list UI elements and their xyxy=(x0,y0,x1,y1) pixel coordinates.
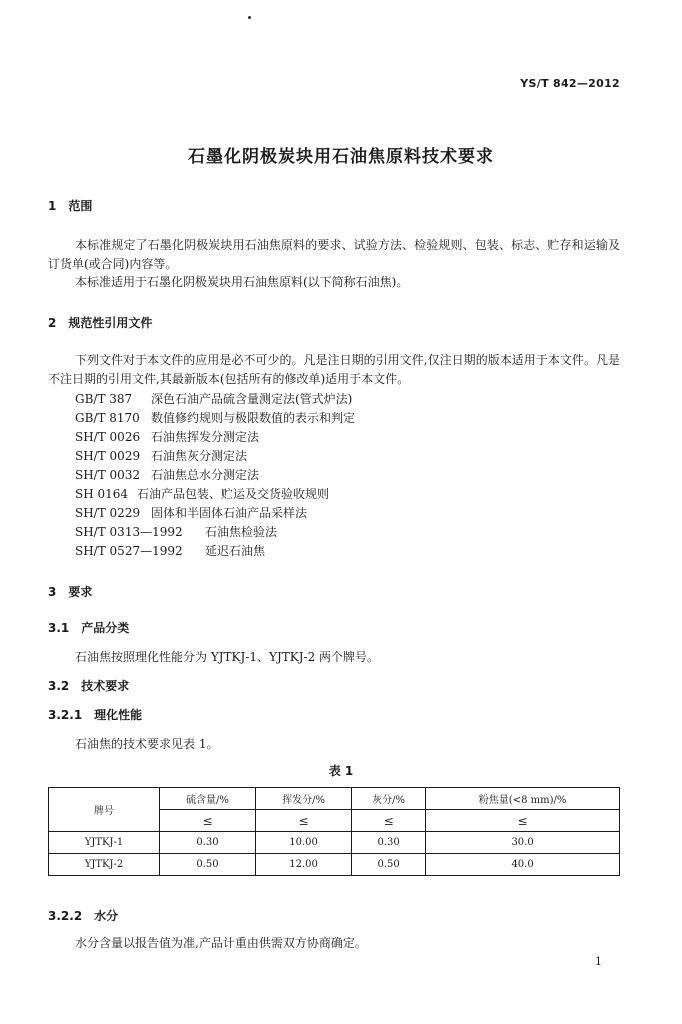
section-title: 要求 xyxy=(68,585,93,599)
reference-code: SH/T 0029 xyxy=(75,449,141,463)
scope-paragraph-1: 本标准规定了石墨化阴极炭块用石油焦原料的要求、试验方法、检验规则、包装、标志、贮存和运输及订货单(或合同)内容等。 xyxy=(48,238,620,271)
section-number: 2 xyxy=(48,316,57,330)
reference-title: 石油焦灰分测定法 xyxy=(151,449,248,463)
page-number: 1 xyxy=(595,955,602,968)
section-number: 3.2.2 xyxy=(48,909,83,923)
reference-title: 石油焦总水分测定法 xyxy=(151,468,260,482)
table-row xyxy=(49,832,620,854)
reference-code: SH/T 0527—1992 xyxy=(75,544,183,558)
reference-title: 石油产品包装、贮运及交货验收规则 xyxy=(137,487,330,501)
reference-title: 石油焦挥发分测定法 xyxy=(151,430,260,444)
value-cell: 30.0 xyxy=(426,832,620,854)
moisture-paragraph: 水分含量以报告值为准,产品计重由供需双方协商确定。 xyxy=(75,936,367,950)
reference-item xyxy=(75,390,352,407)
section-title: 理化性能 xyxy=(94,708,143,722)
value-cell: 12.00 xyxy=(256,854,352,876)
section-number: 3.2 xyxy=(48,679,70,693)
section-3-heading xyxy=(48,583,92,600)
reference-item xyxy=(75,504,307,521)
section-number: 1 xyxy=(48,199,57,213)
section-2-heading xyxy=(48,314,152,331)
value-cell: 0.50 xyxy=(352,854,426,876)
value-cell: 40.0 xyxy=(426,854,620,876)
value-cell: 0.30 xyxy=(160,832,256,854)
section-number: 3.1 xyxy=(48,621,70,635)
section-title: 水分 xyxy=(94,909,119,923)
brand-cell: YJTKJ-2 xyxy=(49,854,160,876)
reference-title: 延迟石油焦 xyxy=(205,544,266,558)
column-header: 挥发分/% xyxy=(256,788,352,810)
reference-item xyxy=(75,447,247,464)
table-row xyxy=(49,854,620,876)
value-cell: 0.50 xyxy=(160,854,256,876)
section-title: 技术要求 xyxy=(81,679,130,693)
reference-code: SH/T 0313—1992 xyxy=(75,525,183,539)
reference-code: SH/T 0026 xyxy=(75,430,141,444)
reference-item xyxy=(75,428,259,445)
limit-symbol: ≤ xyxy=(426,810,620,832)
section-title: 产品分类 xyxy=(81,621,130,635)
scope-paragraph-2: 本标准适用于石墨化阴极炭块用石油焦原料(以下简称石油焦)。 xyxy=(75,275,409,289)
normative-refs-paragraph: 下列文件对于本文件的应用是必不可少的。凡是注日期的引用文件,仅注日期的版本适用于本文件。凡是不注日期的引用文件,其最新版本(包括所有的修改单)适用于本文件。 xyxy=(48,353,620,386)
brand-cell: YJTKJ-1 xyxy=(49,832,160,854)
section-3-2-2-heading xyxy=(48,907,118,924)
reference-code: SH/T 0229 xyxy=(75,506,141,520)
limit-symbol: ≤ xyxy=(352,810,426,832)
reference-title: 石油焦检验法 xyxy=(205,525,278,539)
column-header: 硫含量/% xyxy=(160,788,256,810)
value-cell: 10.00 xyxy=(256,832,352,854)
section-3-2-1-heading xyxy=(48,706,142,723)
limit-symbol: ≤ xyxy=(256,810,352,832)
reference-title: 深色石油产品硫含量测定法(管式炉法) xyxy=(151,392,353,406)
section-1-heading xyxy=(48,197,92,214)
column-header: 灰分/% xyxy=(352,788,426,810)
technical-requirements-table xyxy=(48,787,620,876)
tech-requirements-paragraph: 石油焦的技术要求见表 1。 xyxy=(75,737,219,751)
reference-item xyxy=(75,409,355,426)
reference-title: 数值修约规则与极限数值的表示和判定 xyxy=(151,411,356,425)
reference-code: GB/T 387 xyxy=(75,392,133,406)
section-number: 3 xyxy=(48,585,57,599)
value-cell: 0.30 xyxy=(352,832,426,854)
reference-item xyxy=(75,542,265,559)
brand-header-cell: 牌号 xyxy=(49,788,160,832)
scan-speck xyxy=(248,16,251,19)
limit-symbol: ≤ xyxy=(160,810,256,832)
reference-item xyxy=(75,466,259,483)
classification-paragraph: 石油焦按照理化性能分为 YJTKJ-1、YJTKJ-2 两个牌号。 xyxy=(75,650,380,664)
section-number: 3.2.1 xyxy=(48,708,83,722)
document-title: 石墨化阴极炭块用石油焦原料技术要求 xyxy=(188,147,494,167)
section-title: 范围 xyxy=(68,199,93,213)
table-caption: 表 1 xyxy=(328,764,354,778)
section-title: 规范性引用文件 xyxy=(68,316,153,330)
reference-code: SH/T 0032 xyxy=(75,468,141,482)
section-3-2-heading xyxy=(48,677,129,694)
reference-code: SH 0164 xyxy=(75,487,129,501)
reference-item xyxy=(75,523,277,540)
reference-item xyxy=(75,485,329,502)
table-header-row xyxy=(49,788,620,810)
column-header: 粉焦量(<8 mm)/% xyxy=(426,788,620,810)
section-3-1-heading xyxy=(48,619,129,636)
reference-title: 固体和半固体石油产品采样法 xyxy=(151,506,308,520)
reference-code: GB/T 8170 xyxy=(75,411,140,425)
standard-code: YS/T 842—2012 xyxy=(520,77,620,90)
